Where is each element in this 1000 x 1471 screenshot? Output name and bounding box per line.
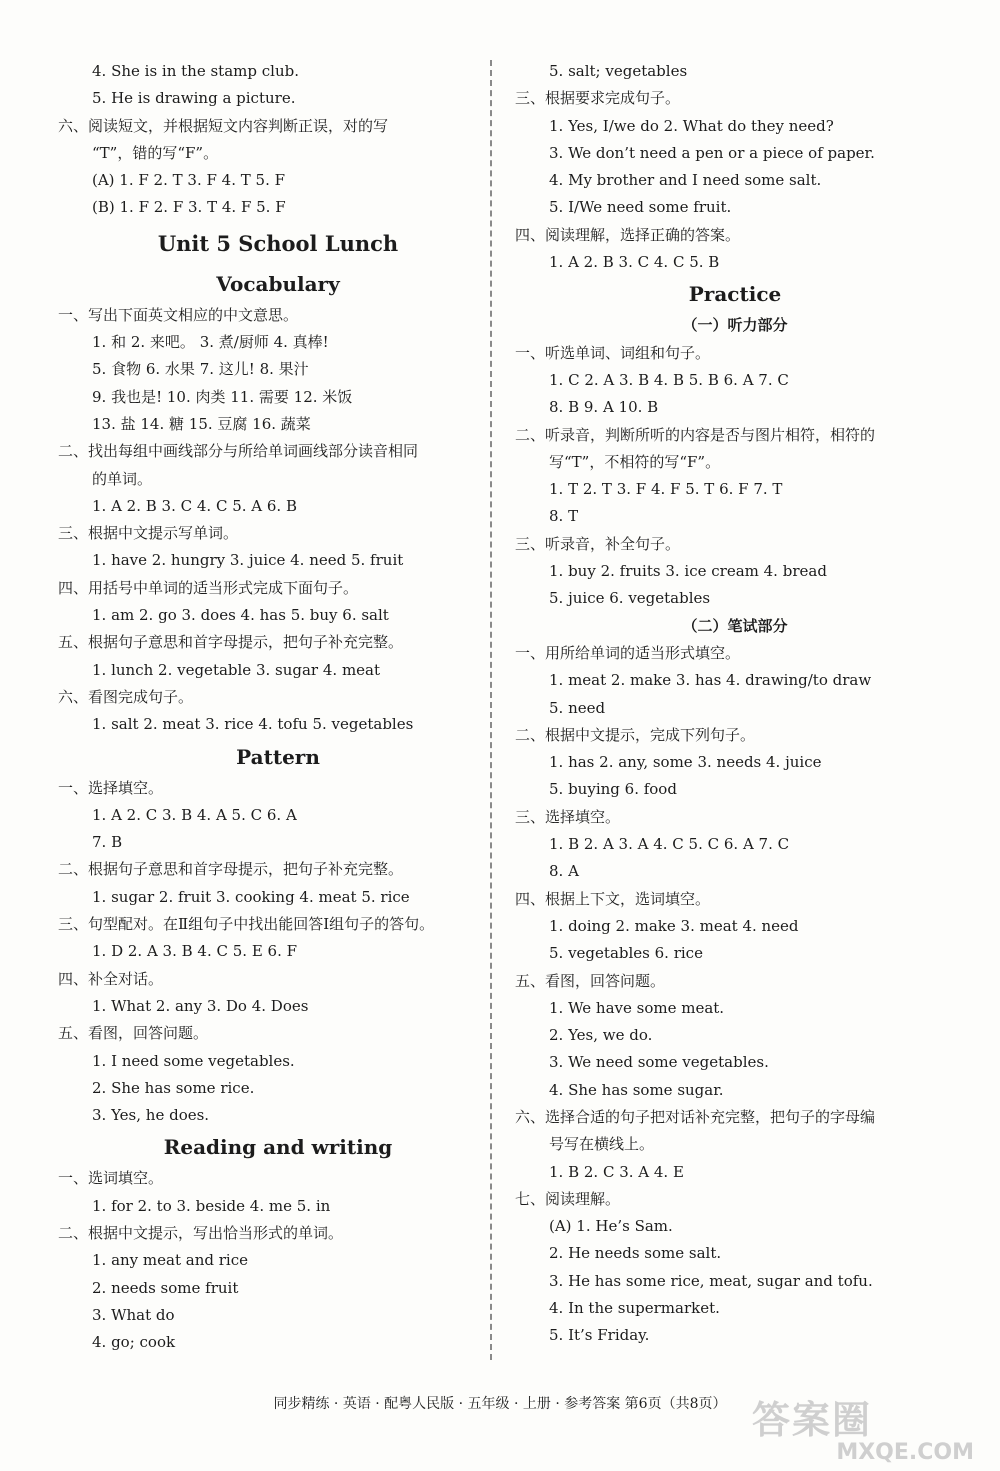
section-heading: Reading and writing xyxy=(163,1135,393,1160)
question-instruction: 三、句型配对。在Ⅱ组句子中找出能回答Ⅰ组句子的答句。 xyxy=(58,915,435,934)
question-instruction: 号写在横线上。 xyxy=(549,1135,655,1154)
question-instruction: 一、写出下面英文相应的中文意思。 xyxy=(58,305,299,324)
answer-line: 1. doing 2. make 3. meat 4. need xyxy=(549,916,799,935)
answer-line: (A) 1. He’s Sam. xyxy=(549,1217,673,1236)
answer-line: 5. He is drawing a picture. xyxy=(92,89,296,108)
answer-line: 5. salt; vegetables xyxy=(549,62,688,80)
question-instruction: 四、补全对话。 xyxy=(58,969,164,988)
question-instruction: 六、看图完成句子。 xyxy=(58,687,194,706)
answer-line: 4. In the supermarket. xyxy=(549,1299,720,1318)
answer-line: 9. 我也是! 10. 肉类 11. 需要 12. 米饭 xyxy=(92,387,353,406)
answer-line: 1. 和 2. 来吧。 3. 煮/厨师 4. 真棒! xyxy=(92,333,329,352)
question-instruction: 四、根据上下文，选词填空。 xyxy=(515,889,711,908)
question-instruction: 五、看图，回答问题。 xyxy=(515,971,666,990)
answer-line: 2. Yes, we do. xyxy=(549,1026,653,1045)
answer-line: 1. for 2. to 3. beside 4. me 5. in xyxy=(92,1196,331,1215)
answer-line: 1. D 2. A 3. B 4. C 5. E 6. F xyxy=(92,942,298,961)
page-footer: 同步精练 · 英语 · 配粤人民版 · 五年级 · 上册 · 参考答案 第6页（共8页） xyxy=(273,1396,727,1412)
answer-line: 7. B xyxy=(92,833,123,852)
question-instruction: 二、听录音，判断所听的内容是否与图片相符，相符的 xyxy=(515,425,876,444)
answer-line: 5. buying 6. food xyxy=(549,780,677,799)
watermark-logo: 答案圈 xyxy=(752,1398,873,1442)
answer-line: 5. It’s Friday. xyxy=(549,1326,650,1345)
question-instruction: 六、选择合适的句子把对话补充完整，把句子的字母编 xyxy=(515,1107,876,1126)
question-instruction: 一、听选单词、词组和句子。 xyxy=(515,343,711,362)
question-instruction: 的单词。 xyxy=(92,469,153,488)
subsection-heading: （一）听力部分 xyxy=(682,316,788,335)
answer-line: 1. Yes, I/we do 2. What do they need? xyxy=(549,116,834,135)
question-instruction: 四、用括号中单词的适当形式完成下面句子。 xyxy=(58,578,359,597)
answer-line: 2. needs some fruit xyxy=(92,1278,239,1297)
answer-line: 5. need xyxy=(549,698,606,717)
question-instruction: 一、选择填空。 xyxy=(58,778,164,797)
answer-line: 5. I/We need some fruit. xyxy=(549,198,732,217)
section-heading: Practice xyxy=(688,282,782,307)
answer-line: 1. any meat and rice xyxy=(92,1251,248,1270)
answer-line: 4. She is in the stamp club. xyxy=(92,62,299,80)
answer-line: (B) 1. F 2. F 3. T 4. F 5. F xyxy=(92,198,286,217)
answer-line: 4. go; cook xyxy=(92,1333,176,1352)
answer-line: 1. salt 2. meat 3. rice 4. tofu 5. vegetables xyxy=(92,715,414,734)
question-instruction: 写“T”，不相符的写“F”。 xyxy=(549,452,721,471)
answer-line: 3. He has some rice, meat, sugar and tofu. xyxy=(549,1271,873,1290)
answer-line: 1. We have some meat. xyxy=(549,998,725,1017)
answer-line: 1. A 2. B 3. C 4. C 5. B xyxy=(549,253,720,272)
question-instruction: 三、根据要求完成句子。 xyxy=(515,89,681,108)
question-instruction: 三、听录音，补全句子。 xyxy=(515,534,681,553)
left-column xyxy=(58,58,498,1356)
question-instruction: 五、看图，回答问题。 xyxy=(58,1024,209,1043)
watermark xyxy=(752,1398,982,1468)
answer-line: 1. A 2. C 3. B 4. A 5. C 6. A xyxy=(92,805,297,824)
question-instruction: 二、根据句子意思和首字母提示，把句子补充完整。 xyxy=(58,860,404,879)
question-instruction: “T”，错的写“F”。 xyxy=(92,143,219,162)
watermark-url: MXQE.COM xyxy=(836,1440,974,1465)
unit-title: Unit 5 School Lunch xyxy=(157,230,399,256)
question-instruction: 三、根据中文提示写单词。 xyxy=(58,524,239,543)
answer-line: 1. lunch 2. vegetable 3. sugar 4. meat xyxy=(92,660,381,679)
answer-line: 1. have 2. hungry 3. juice 4. need 5. fruit xyxy=(92,551,404,570)
question-instruction: 三、选择填空。 xyxy=(515,807,621,826)
answer-line: 3. Yes, he does. xyxy=(92,1106,210,1125)
section-heading: Vocabulary xyxy=(216,271,340,296)
answer-line: 5. juice 6. vegetables xyxy=(549,589,711,608)
answer-line: 2. He needs some salt. xyxy=(549,1244,722,1263)
answer-line: 1. sugar 2. fruit 3. cooking 4. meat 5. rice xyxy=(92,887,410,906)
answer-line: 2. She has some rice. xyxy=(92,1078,255,1097)
question-instruction: 五、根据句子意思和首字母提示，把句子补充完整。 xyxy=(58,633,404,652)
answer-line: 1. A 2. B 3. C 4. C 5. A 6. B xyxy=(92,496,297,515)
answer-line: 5. 食物 6. 水果 7. 这儿! 8. 果汁 xyxy=(92,360,309,379)
subsection-heading: （二）笔试部分 xyxy=(682,616,788,635)
answer-line: 3. What do xyxy=(92,1305,175,1324)
question-instruction: 一、用所给单词的适当形式填空。 xyxy=(515,643,741,662)
answer-line: 1. buy 2. fruits 3. ice cream 4. bread xyxy=(549,562,827,581)
answer-line: 1. has 2. any, some 3. needs 4. juice xyxy=(549,753,822,772)
answer-line: 1. am 2. go 3. does 4. has 5. buy 6. salt xyxy=(92,606,389,625)
column-divider xyxy=(490,60,492,1360)
answer-line: 1. meat 2. make 3. has 4. drawing/to draw xyxy=(549,671,872,690)
question-instruction: 一、选词填空。 xyxy=(58,1169,164,1188)
question-instruction: 二、根据中文提示，写出恰当形式的单词。 xyxy=(58,1223,344,1242)
answer-line: 8. T xyxy=(549,507,579,526)
answer-line: 3. We need some vegetables. xyxy=(549,1053,769,1072)
answer-line: 13. 盐 14. 糖 15. 豆腐 16. 蔬菜 xyxy=(92,414,311,433)
answer-line: 1. What 2. any 3. Do 4. Does xyxy=(92,996,309,1015)
answer-line: (A) 1. F 2. T 3. F 4. T 5. F xyxy=(92,171,286,190)
answer-line: 8. A xyxy=(549,862,579,881)
answer-line: 1. I need some vegetables. xyxy=(92,1051,295,1070)
answer-line: 1. B 2. A 3. A 4. C 5. C 6. A 7. C xyxy=(549,835,790,854)
answer-line: 5. vegetables 6. rice xyxy=(549,944,703,963)
question-instruction: 七、阅读理解。 xyxy=(515,1189,621,1208)
answer-line: 1. B 2. C 3. A 4. E xyxy=(549,1162,684,1181)
answer-line: 4. My brother and I need some salt. xyxy=(549,171,822,190)
answer-line: 8. B 9. A 10. B xyxy=(549,398,659,417)
section-heading: Pattern xyxy=(236,744,320,769)
answer-line: 4. She has some sugar. xyxy=(549,1080,724,1099)
answer-line: 1. C 2. A 3. B 4. B 5. B 6. A 7. C xyxy=(549,370,789,389)
question-instruction: 二、根据中文提示，完成下列句子。 xyxy=(515,725,756,744)
answer-line: 3. We don’t need a pen or a piece of paper. xyxy=(549,143,875,162)
answer-line: 1. T 2. T 3. F 4. F 5. T 6. F 7. T xyxy=(549,480,783,499)
question-instruction: 二、找出每组中画线部分与所给单词画线部分读音相同 xyxy=(58,442,419,461)
question-instruction: 四、阅读理解，选择正确的答案。 xyxy=(515,225,741,244)
question-instruction: 六、阅读短文，并根据短文内容判断正误，对的写 xyxy=(58,116,389,135)
right-column xyxy=(515,58,955,1350)
